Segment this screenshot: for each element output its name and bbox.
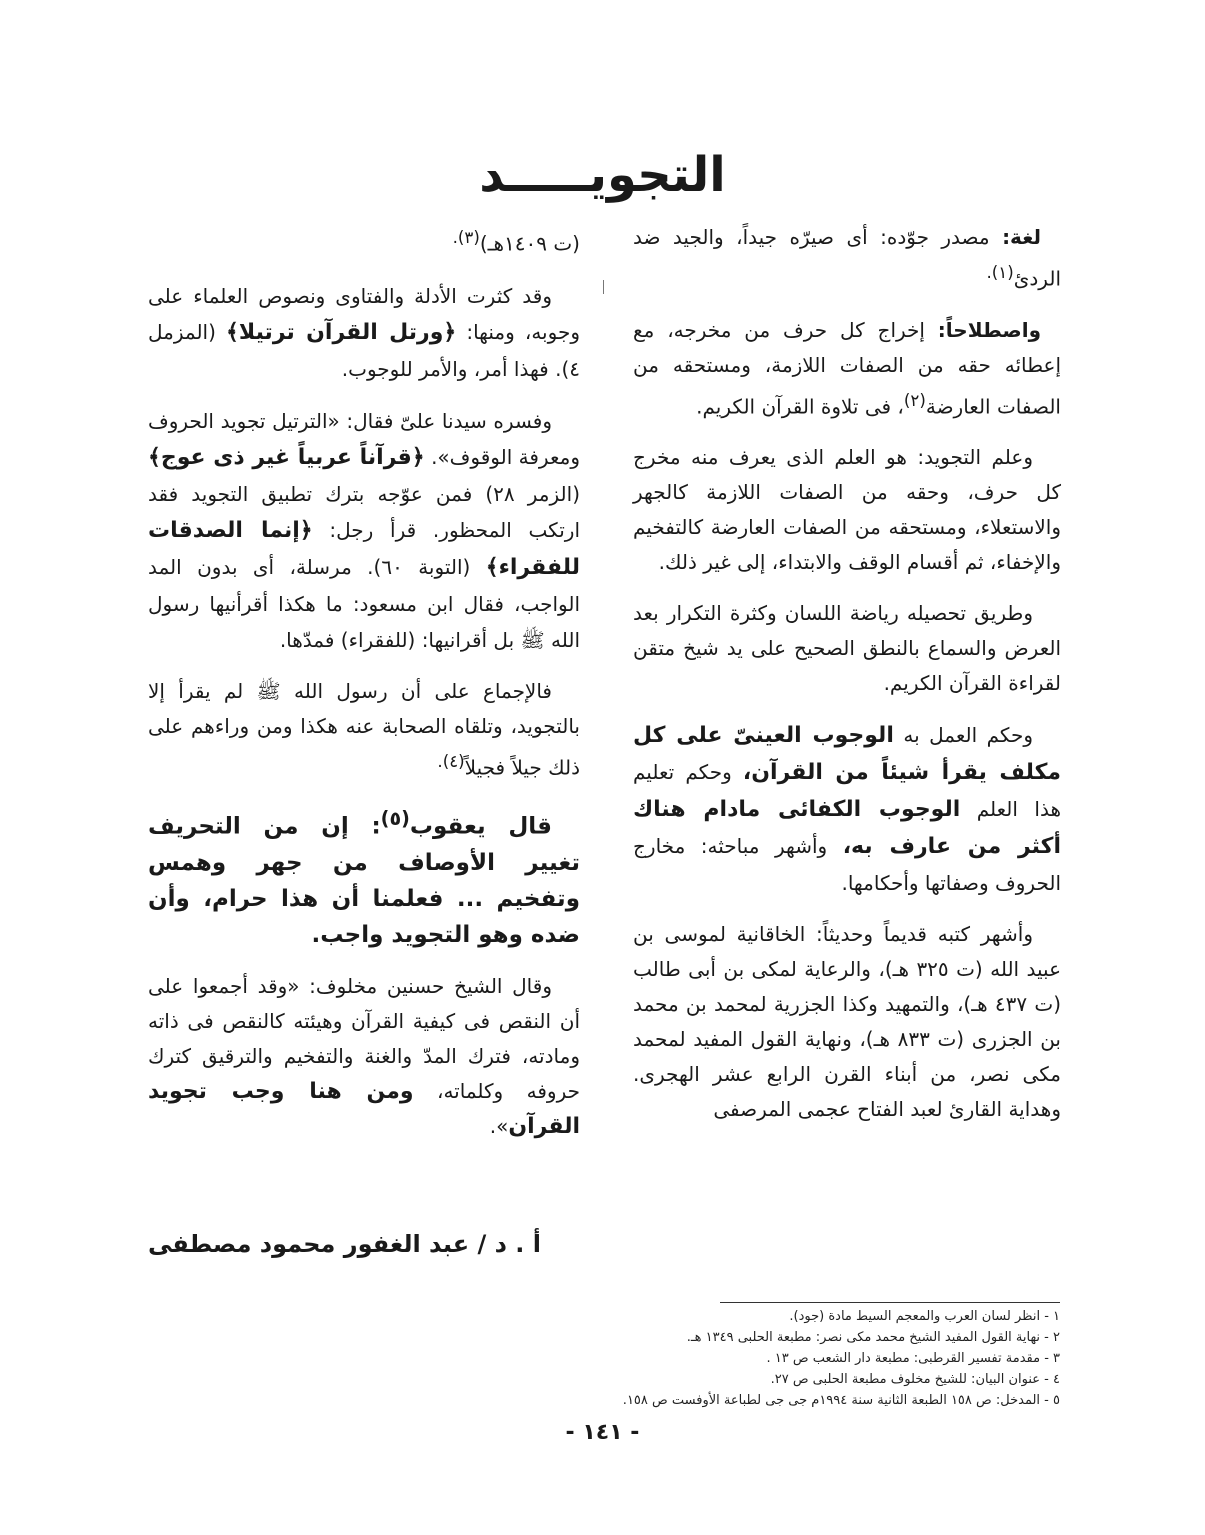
footnote-ref-1: (١). [986,263,1014,282]
footnote-divider [720,1302,1060,1303]
page-title: التجويـــــد [479,147,726,203]
term-lang: لغة: [1002,225,1041,249]
footnotes [500,1306,1060,1411]
term-istilah: واصطلاحاً: [937,317,1041,342]
paragraph-continuation: (ت ١٤٠٩هـ)$^{(٣).}$ [452,228,580,256]
paragraph-evidence: وقد كثرت الأدلة والفتاوى ونصوص العلماء على وجوبه، ومنها: ﴿ورتل القرآن ترتيلا﴾ (المزمل ٤). فهذا أمر، والأمر للوجوب. [148,283,580,381]
paragraph-ali-tafsir: وفسره سيدنا علىّ فقال: «الترتيل تجويد الحروف ومعرفة الوقوف». ﴿قرآناً عربياً غير ذى عوج﴾ (الزمر ٢٨) فمن عوّجه بترك تطبيق التجويد فقد ارتكب المحظور. قرأ رجل: ﴿إنما الصدقات للفقراء﴾ (التوبة ٦٠). مرسلة، أى بدون المد الواجب، فقال ابن مسعود: ما هكذا أقرأنيها رسول الله ﷺ بل أقرانيها: (للفقراء) فمدّها. [148,408,580,652]
paragraph-method: وطريق تحصيله رياضة اللسان وكثرة التكرار بعد العرض والسماع بالنطق الصحيح على يد شيخ متقن لقراءة القرآن الكريم. [633,601,1061,696]
left-column [148,220,580,1160]
footnote-ref-4: (٤). [437,751,465,771]
paragraph-ruling: وحكم العمل به الوجوب العينىّ على كل مكلف يقرأ شيئاً من القرآن، وحكم تعليم هذا العلم الوجوب الكفائى مادام هناك أكثر من عارف به، وأشهر مباحثه: مخارج الحروف وصفاتها وأحكامها. [633,723,1061,896]
footnote-item: ٥ - المدخل: ص ١٥٨ الطبعة الثانية سنة ١٩٩٤م جى جى لطباعة الأوفست ص ١٥٨. [622,1393,1060,1408]
paragraph-definition-lang: لغة: مصدر جوّده: أى صيرّه جيداً، والجيد ضد الردئ$^{(١).}$ [633,225,1061,291]
footnote-item: ٤ - عنوان البيان: للشيخ مخلوف مطبعة الحلبى ص ٢٧. [770,1372,1060,1387]
paragraph-makhluf-quote: وقال الشيخ حسنين مخلوف: «وقد أجمعوا على أن النقص فى كيفية القرآن وهيئته كالنقص فى ذاته ومادته، فترك المدّ والغنة والتفخيم والترقيق كترك حروفه وكلماته، ومن هنا وجب تجويد القرآن». [148,973,580,1139]
paragraph-science-definition: وعلم التجويد: هو العلم الذى يعرف منه مخرج كل حرف، وحقه من الصفات اللازمة كالجهر والاستعلاء، ومستحقه من الصفات العارضة كالتفخيم والإخفاء، ثم أقسام الوقف والابتداء، إلى غير ذلك. [633,445,1061,575]
paragraph-yaqub-quote: قال يعقوب$^{(٥)}$: إن من التحريف تغيير الأوصاف من جهر وهمس وتفخيم ... فعلمنا أن هذا حرام، وأن ضده وهو التجويد واجب. [148,807,580,948]
page-number: - ١٤١ - [565,1420,640,1445]
scan-mark [603,280,604,294]
paragraph-books: وأشهر كتبه قديماً وحديثاً: الخاقانية لموسى بن عبيد الله (ت ٣٢٥ هـ)، والرعاية لمكى بن أبى طالب (ت ٤٣٧ هـ)، والتمهيد وكذا الجزرية لمحمد بن محمد بن الجزرى (ت ٨٣٣ هـ)، ونهاية القول المفيد لمحمد مكى نصر، من أبناء القرن الرابع عشر الهجرى. وهداية القارئ لعبد الفتاح عجمى المرصفى [633,922,1062,1122]
right-column [633,220,1061,1143]
author-signature: أ . د / عبد الغفور محمود مصطفى [148,1230,541,1258]
paragraph-definition-term: واصطلاحاً: إخراج كل حرف من مخرجه، مع إعطائه حقه من الصفات اللازمة، ومستحقه من الصفات العارضة$^{(٢)}$، فى تلاوة القرآن الكريم. [633,317,1061,419]
footnote-item: ٣ - مقدمة تفسير القرطبى: مطبعة دار الشعب ص ١٣ . [766,1351,1060,1366]
footnote-item: ١ - انظر لسان العرب والمعجم السيط مادة (جود). [789,1309,1060,1324]
footnote-ref-3: (٣). [452,228,480,247]
paragraph-consensus: فالإجماع على أن رسول الله ﷺ لم يقرأ إلا بالتجويد، وتلقاه الصحابة عنه هكذا ومن وراءهم على ذلك جيلاً فجيلاً$^{(٤).}$ [148,678,580,780]
footnote-item: ٢ - نهاية القول المفيد الشيخ محمد مكى نصر: مطبعة الحلبى ١٣٤٩ هـ. [686,1330,1060,1345]
footnote-ref-5: (٥) [380,807,410,831]
footnote-ref-2: (٢) [903,390,926,410]
